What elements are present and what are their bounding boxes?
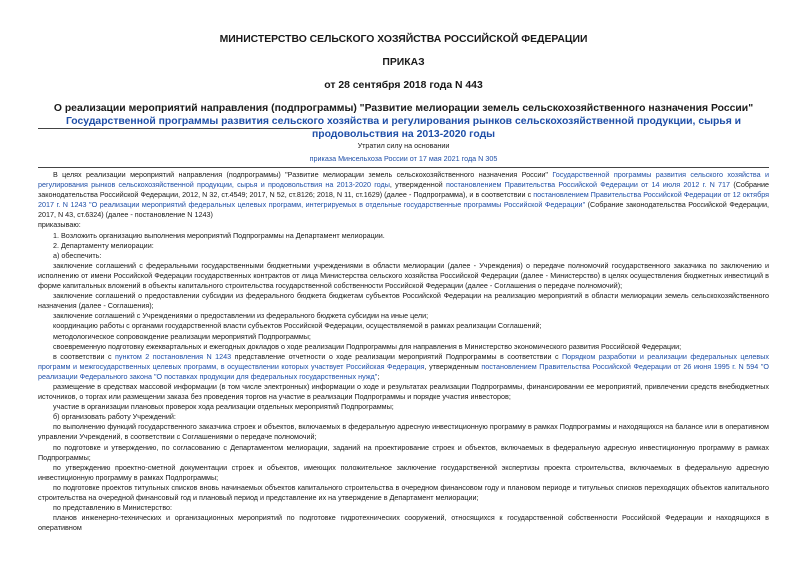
repeal-order-link[interactable]: приказа Минсельхоза России от 17 мая 2021 года N 305 — [309, 154, 498, 163]
procedure-link[interactable]: Порядком разработки и реализации федеральных целевых программ и межгосударственных целевых программ, в осуществлении которых участвует Российская Федерация — [38, 351, 769, 371]
clause-2b-item: по утверждению проектно-сметной документации строек и объектов, имеющих положительное заключение государственной экспертизы проекта строительства, включаемых в федеральную адресную инвестиционную программу в рамках Подпрограммы; — [38, 462, 769, 482]
program-link[interactable]: Государственной программы развития сельского хозяйства и регулирования рынков сельскохозяйственной продукции, сырья и продовольствия на 2013-2020 годы — [38, 170, 770, 190]
text-fragment: ; — [377, 371, 380, 381]
text-fragment: , утвержденным — [424, 361, 482, 371]
resolution-717-link[interactable]: постановлением Правительства Российской Федерации от 14 июля 2012 г. N 717 — [445, 180, 731, 190]
clause-2a-item — [38, 352, 769, 382]
clause-2a-item: заключение соглашений с федеральными государственными бюджетными учреждениями в области мелиорации (далее - Учреждения) о передаче полномочий государственного заказчика по заключению и исполнению от имени Российской Федерации государственных контрактов от лица Министерства сельского хозяйства Российской Федерации (далее - Министерство) в целях осуществления бюджетных инвестиций в форме капитальных вложений в объекты капитального строительства государственной собственности Российской Федерации (далее - Соглашения о передаче полномочий); — [38, 260, 769, 291]
clause-2b-item: по представлению в Министерство: — [53, 503, 173, 513]
title-text: О реализации мероприятий направления (подпрограммы) "Развитие мелиорации земель сельскохозяйственного назначения России" — [53, 103, 754, 114]
resolution-1243-link[interactable]: постановлением Правительства Российской Федерации от 12 октября 2017 г. N 1243 "О реализации мероприятий федеральных целевых программ, интегрируемых в отдельные государственные программы Российской Федерации" — [38, 190, 769, 210]
preamble-paragraph — [38, 170, 769, 220]
point-2-link[interactable]: пунктом 2 постановления N 1243 — [114, 351, 232, 361]
long-divider — [38, 167, 769, 168]
status-note: Утратил силу на основании — [357, 141, 450, 150]
clause-2a-item: координацию работы с органами государственной власти субъектов Российской Федерации, осуществляемой в рамках реализации Соглашений; — [53, 321, 542, 331]
clause-2b-item: по подготовке и утверждению, по согласованию с Департаментом мелиорации, заданий на проектирование строек и объектов, включаемых в федеральную адресную инвестиционную программу в рамках Подпрограммы; — [38, 442, 769, 462]
clause-2: 2. Департаменту мелиорации: — [53, 240, 154, 250]
clause-2b-item: по выполнению функций государственного заказчика строек и объектов, включаемых в федеральную адресную инвестиционную программу в рамках Подпрограммы и находящихся на балансе или в оперативном управлении Учреждений, в соответствии с Соглашениями о передаче полномочий; — [38, 422, 769, 442]
short-divider — [38, 128, 322, 129]
clause-2a-item: заключение соглашений о предоставлении субсидии из федерального бюджета бюджетам субъектов Российской Федерации на реализацию мероприятий в области мелиорации земель сельскохозяйственного назначения (далее - Соглашения); — [38, 291, 769, 311]
text-fragment: в соответствии с — [53, 351, 115, 361]
clause-2b-item: планов инженерно-технических и организационных мероприятий по подготовке гидротехнических сооружений, относящихся к государственной собственности Российской Федерации и находящихся в оперативном — [38, 513, 769, 533]
document-type: ПРИКАЗ — [382, 57, 425, 68]
resolution-594-link[interactable]: постановлением Правительства Российской Федерации от 26 июня 1995 г. N 594 "О реализации Федерального закона "О поставках продукции для федеральных государственных нужд" — [38, 361, 769, 381]
document-date-number: от 28 сентября 2018 года N 443 — [324, 80, 483, 91]
clause-2b-item: по подготовке проектов титульных списков вновь начинаемых объектов капитального строительства в очередном финансовом году и плановом периоде и титульных списков переходящих объектов капитального строительства на очередной финансовый год и плановый период и представление их на утверждение в Департамент мелиорации; — [38, 482, 769, 502]
text-fragment: (Собрание законодательства Российской Федерации, 2012, N 32, ст.4549; 2017, N 52, ст.8126; 2018, N 11, ст.1629) (далее - Подпрограмма), и в соответствии с — [38, 180, 769, 200]
text-fragment: В целях реализации мероприятий направления (подпрограммы) "Развитие мелиорации земель сельскохозяйственного назначения России" — [53, 170, 553, 179]
clause-2a-item: участие в организации плановых проверок хода реализации отдельных мероприятий Подпрограммы; — [53, 402, 394, 412]
clause-2a: а) обеспечить: — [53, 250, 102, 260]
order-word: приказываю: — [38, 220, 81, 230]
clause-2a-item: заключение соглашений с Учреждениями о предоставлении из федерального бюджета субсидии на иные цели; — [53, 311, 429, 321]
document-body — [38, 170, 769, 533]
clause-2a-item: методологическое сопровождение реализации мероприятий Подпрограммы; — [53, 331, 311, 341]
text-fragment: , утвержденной — [389, 180, 446, 190]
document-title — [38, 102, 769, 141]
title-program-link[interactable]: Государственной программы развития сельского хозяйства и регулирования рынков сельскохозяйственной продукции, сырья и продовольствия на 2013-2020 годы — [65, 116, 742, 140]
clause-2a-item: размещение в средствах массовой информации (в том числе электронных) информации о ходе и результатах реализации Подпрограммы, финансировании ее мероприятий, привлечении средств внебюджетных источников, о торгах или размещении заказа без проведения торгов на участие в реализации Подпрограммы и порядке участия инвесторов; — [38, 381, 769, 402]
clause-1: 1. Возложить организацию выполнения мероприятий Подпрограммы на Департамент мелиорации. — [53, 230, 385, 240]
clause-2b: б) организовать работу Учреждений: — [53, 412, 176, 422]
text-fragment: представление отчетности о ходе реализации мероприятий Подпрограммы в соответствии с — [231, 351, 563, 361]
clause-2a-item: своевременную подготовку ежеквартальных и ежегодных докладов о ходе реализации Подпрограммы для направления в Министерство экономического развития Российской Федерации; — [53, 341, 682, 351]
text-fragment: (Собрание законодательства Российской Федерации, 2017, N 43, ст.6324) (далее - постановление N 1243) — [38, 200, 769, 220]
ministry-name: МИНИСТЕРСТВО СЕЛЬСКОГО ХОЗЯЙСТВА РОССИЙСКОЙ ФЕДЕРАЦИИ — [219, 34, 588, 45]
